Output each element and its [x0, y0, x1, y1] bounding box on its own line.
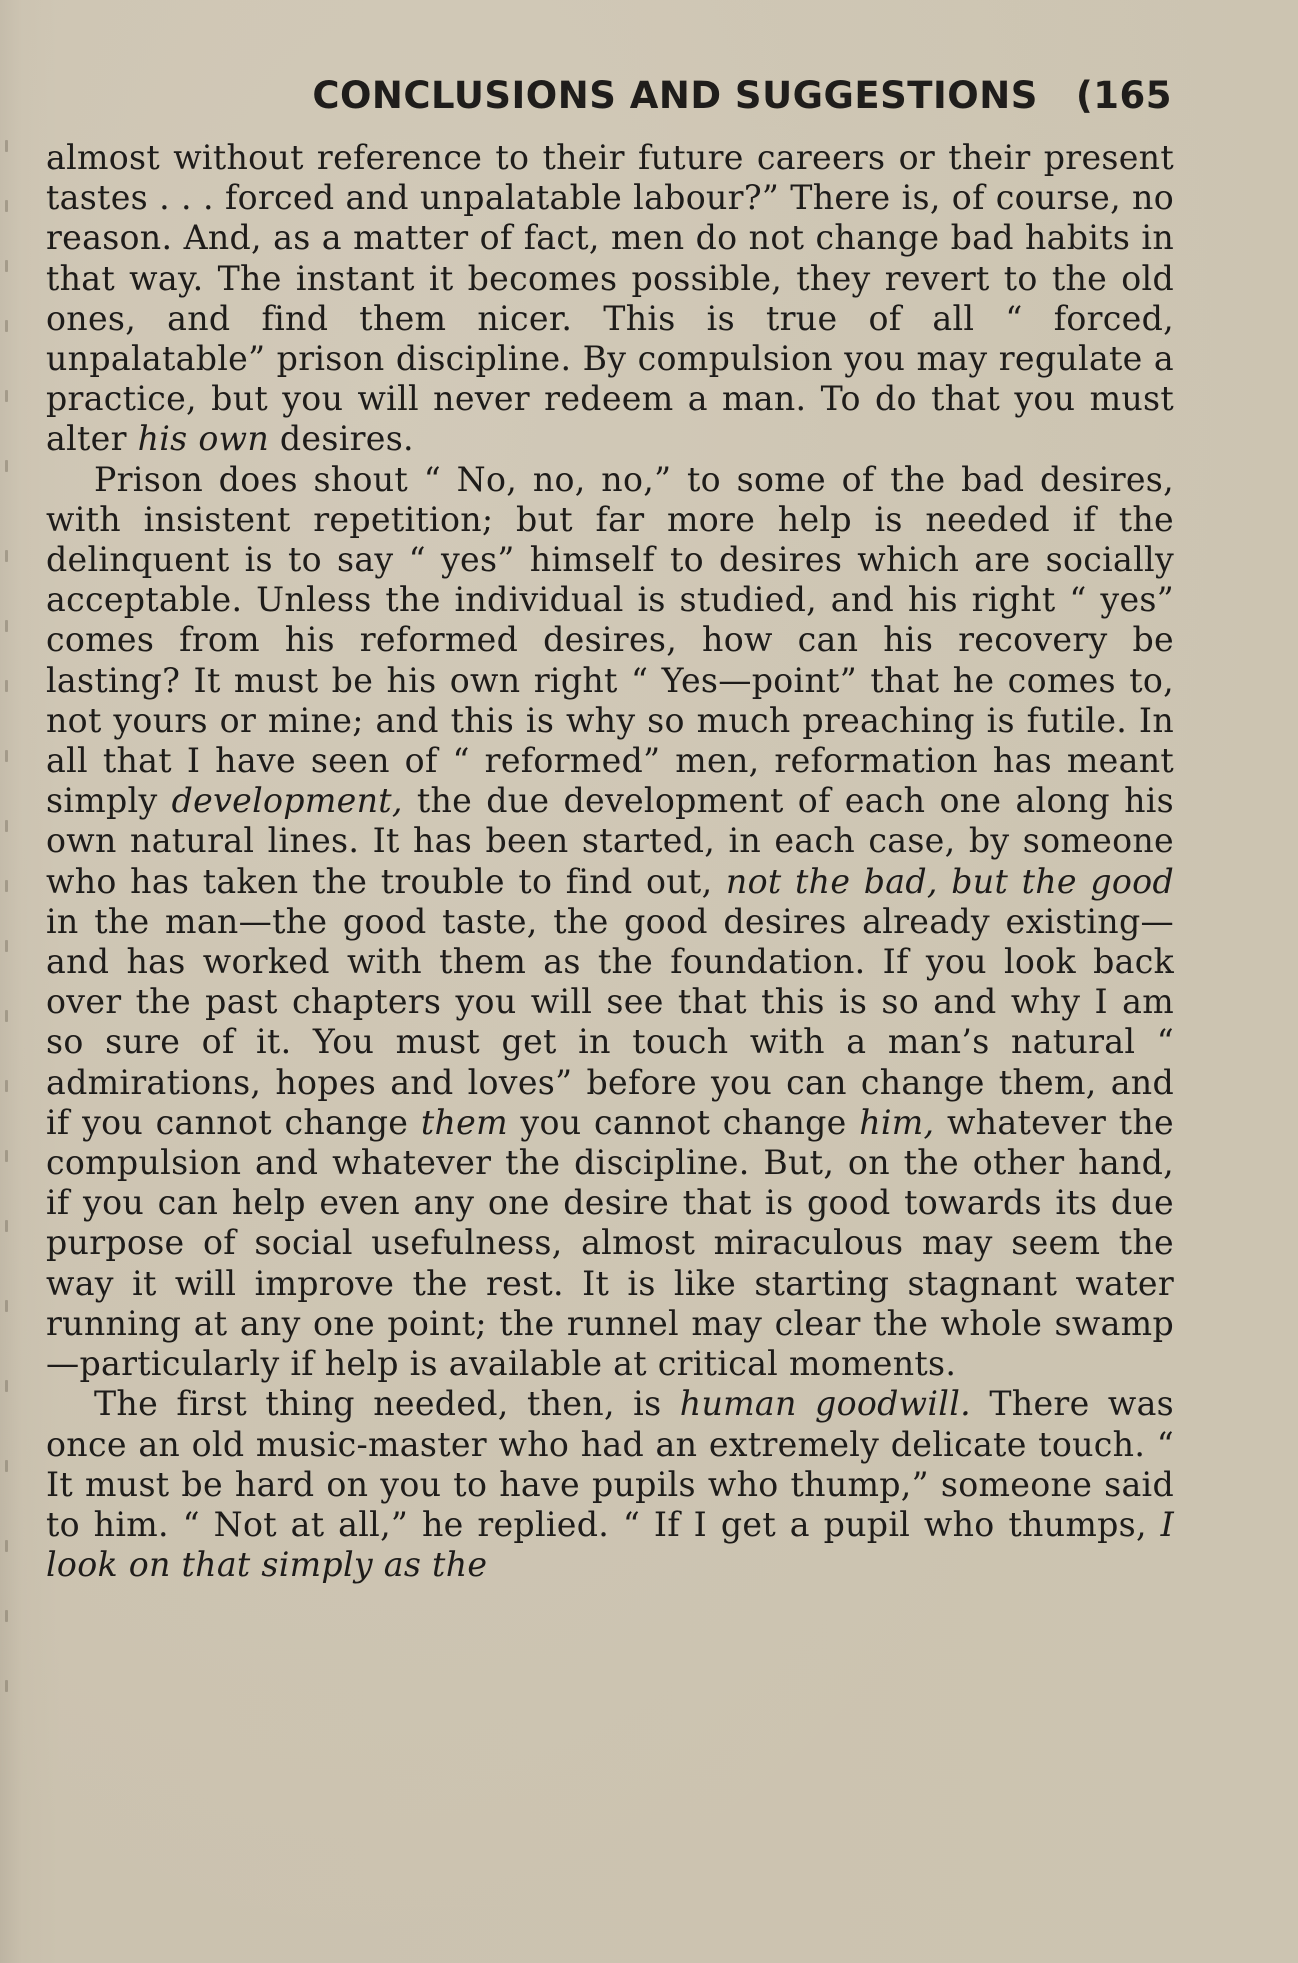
paragraph-2: [46, 460, 1174, 1385]
italic-segment: I look on that simply as the: [46, 1504, 1174, 1585]
gutter-binding-marks: [0, 140, 14, 1800]
text-segment: desires.: [269, 419, 414, 459]
italic-segment: development,: [171, 781, 403, 821]
body-text: [46, 138, 1174, 1585]
page-number: (165: [1075, 74, 1172, 117]
text-segment: whatever the compulsion and whatever the discipline. But, on the other hand, if you can help even any one desire that is good towards its due purpose of social usefulness, almost miraculous may seem the way it will improve the rest. It is like starting stagnant water running at any one point; the runnel may clear the whole swamp—particularly if help is available at critical moments.: [46, 1102, 1174, 1384]
text-segment: The first thing needed, then, is: [94, 1384, 680, 1424]
paragraph-1: [46, 138, 1174, 460]
paragraph-3: [46, 1384, 1174, 1585]
running-head: [300, 74, 1172, 117]
italic-segment: him,: [859, 1102, 935, 1142]
text-segment: There was once an old music-master who had an extremely delicate touch. “ It must be hard on you to have pupils who thump,” someone said to him. “ Not at all,” he replied. “ If I get a pupil who thumps,: [46, 1384, 1174, 1544]
italic-segment: them: [420, 1102, 508, 1142]
text-segment: you cannot change: [507, 1102, 860, 1142]
italic-segment: his own: [137, 419, 270, 459]
italic-segment: not the bad, but the good: [725, 861, 1175, 901]
text-segment: the due development of each one along his own natural lines. It has been started, in each case, by someone who has taken the trouble to find out,: [46, 781, 1174, 901]
text-segment: Prison does shout “ No, no, no,” to some of the bad desires, with insistent repetition; but far more help is needed if the delinquent is to say “ yes” himself to desires which are socially acceptable. Unless the individual is studied, and his right “ yes” comes from his reformed desires, how can his recovery be lasting? It must be his own right “ Yes—point” that he comes to, not yours or mine; and this is why so much preaching is futile. In all that I have seen of “ reformed” men, reformation has meant simply: [46, 459, 1174, 821]
italic-segment: human goodwill.: [679, 1384, 971, 1424]
chapter-title: CONCLUSIONS AND SUGGESTIONS: [312, 74, 1038, 117]
text-segment: almost without reference to their future careers or their present tastes . . . forced and unpalatable labour?” There is, of course, no reason. And, as a matter of fact, men do not change bad habits in that way. The instant it becomes possible, they revert to the old ones, and find them nicer. This is true of all “ forced, unpalatable” prison discipline. By compulsion you may regulate a practice, but you will never redeem a man. To do that you must alter: [46, 138, 1174, 459]
text-segment: in the man—the good taste, the good desires already existing—and has worked with them as the foundation. If you look back over the past chapters you will see that this is so and why I am so sure of it. You must get in touch with a man’s natural “ admirations, hopes and loves” before you can change them, and if you cannot change: [46, 901, 1174, 1142]
